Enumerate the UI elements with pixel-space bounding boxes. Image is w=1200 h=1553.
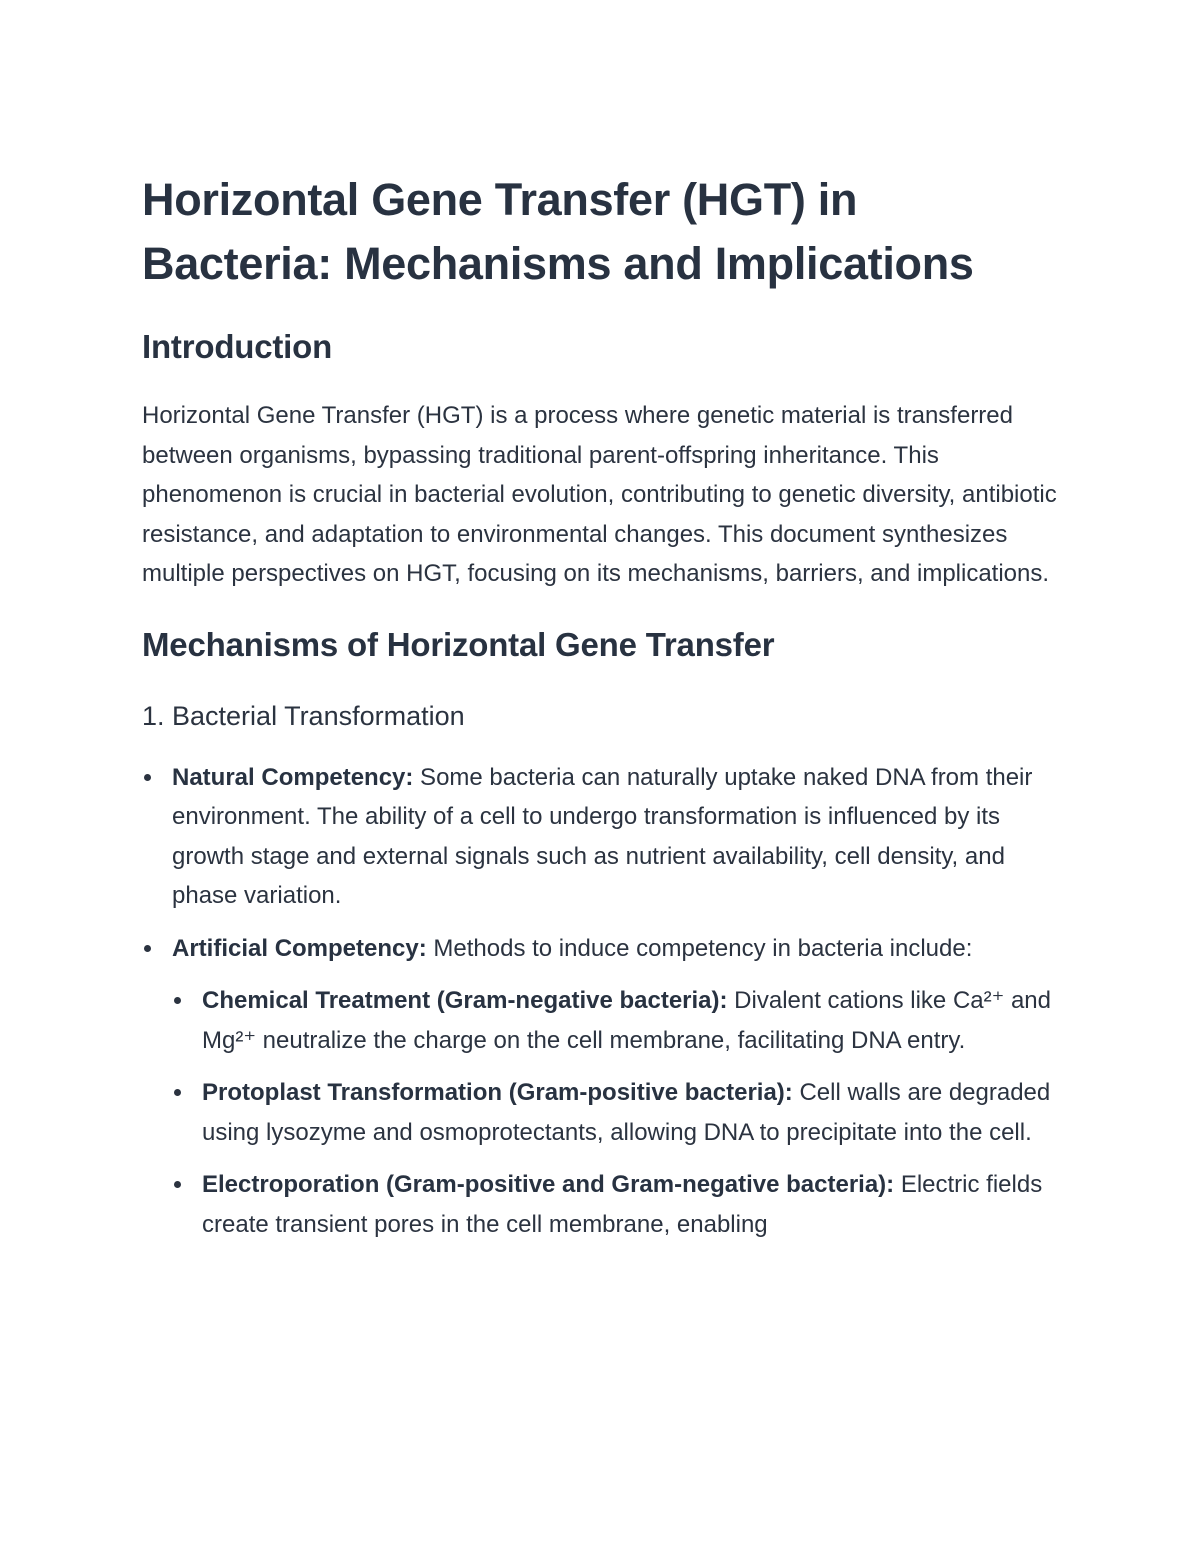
artificial-competency-sublist [172, 981, 1062, 1244]
document-title [142, 168, 1062, 296]
bullet-icon [174, 1181, 181, 1188]
item-term: Electroporation (Gram-positive and Gram-negative bacteria): [202, 1171, 895, 1198]
bullet-icon [174, 1089, 181, 1096]
item-term: Natural Competency: [172, 763, 414, 791]
item-text: Divalent cations like Ca²⁺ and Mg²⁺ neutralize the charge on the cell membrane, facilitating DNA entry. [202, 987, 1051, 1054]
introduction-heading: Introduction [142, 328, 333, 365]
item-text: Some bacteria can naturally uptake naked DNA from their environment. The ability of a cell to undergo transformation is influenced by its growth stage and external signals such as nutrient availability, cell density, and phase variation. [172, 763, 1033, 909]
item-term: Chemical Treatment (Gram-negative bacteria): [202, 987, 728, 1014]
title-line-2: Bacteria: Mechanisms and Implications [142, 238, 974, 289]
item-text: Cell walls are degraded using lysozyme and osmoprotectants, allowing DNA to precipitate into the cell. [202, 1079, 1051, 1146]
title-line-1: Horizontal Gene Transfer (HGT) in [142, 174, 858, 225]
item-term: Protoplast Transformation (Gram-positive bacteria): [202, 1079, 793, 1106]
list-item-natural-competency [142, 758, 1062, 916]
transformation-heading: 1. Bacterial Transformation [142, 700, 465, 731]
item-text: Electric fields create transient pores in the cell membrane, enabling [202, 1171, 1043, 1238]
transformation-list [142, 758, 1062, 1245]
mechanisms-heading: Mechanisms of Horizontal Gene Transfer [142, 625, 775, 663]
item-text: Methods to induce competency in bacteria include: [426, 934, 973, 962]
introduction-paragraph: Horizontal Gene Transfer (HGT) is a process where genetic material is transferred between organisms, bypassing traditional parent-offspring inheritance. This phenomenon is crucial in bacterial evolution, contributing to genetic diversity, antibiotic resistance, and adaptation to environmental changes. This document synthesizes multiple perspectives on HGT, focusing on its mechanisms, barriers, and implications. [142, 402, 1057, 587]
list-item-artificial-competency [142, 929, 1062, 1245]
sublist-item-protoplast-transformation [172, 1073, 1062, 1152]
bullet-icon [144, 774, 151, 781]
bullet-icon [144, 945, 151, 952]
item-term: Artificial Competency: [172, 934, 427, 962]
bullet-icon [174, 997, 181, 1004]
sublist-item-electroporation [172, 1165, 1062, 1244]
sublist-item-chemical-treatment [172, 981, 1062, 1060]
document-page [142, 168, 1062, 1257]
